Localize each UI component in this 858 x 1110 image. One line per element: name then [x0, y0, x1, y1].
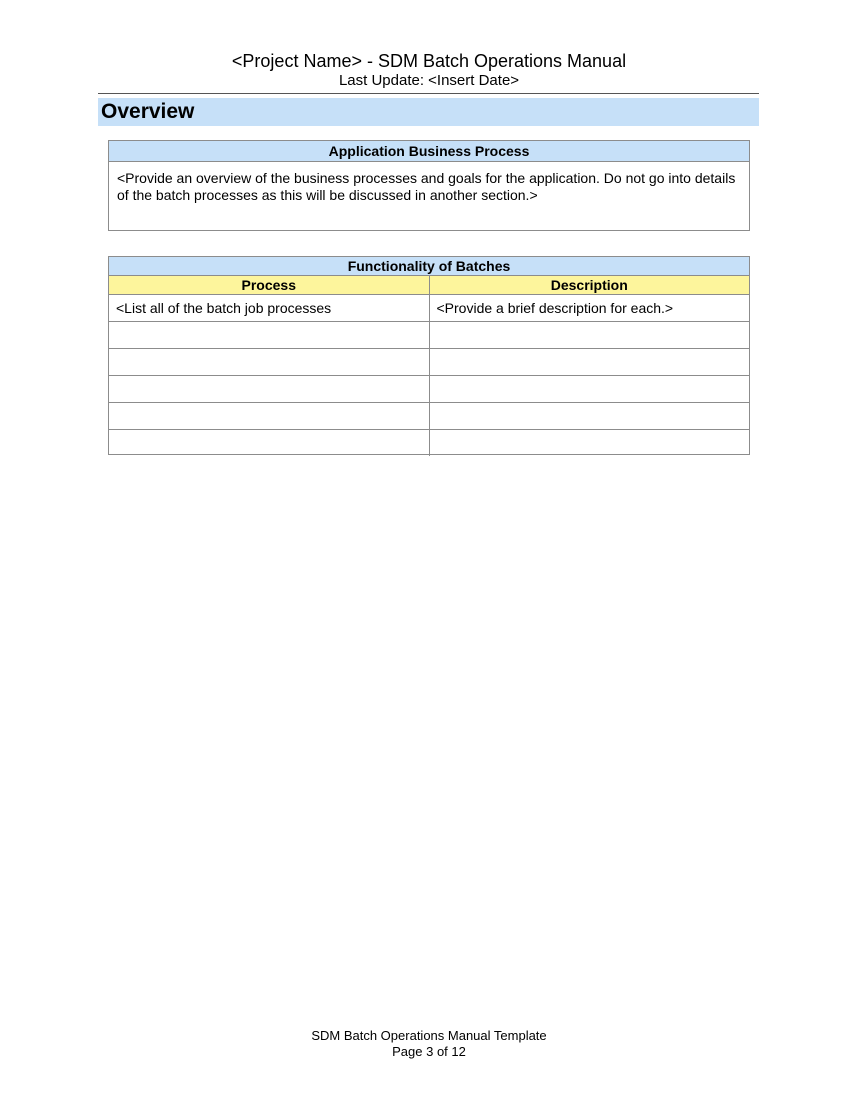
process-cell	[109, 322, 429, 349]
description-cell	[429, 349, 749, 376]
process-cell	[109, 349, 429, 376]
document-title: <Project Name> - SDM Batch Operations Manual	[231, 51, 627, 71]
last-update: Last Update: <Insert Date>	[338, 72, 520, 89]
description-cell	[429, 322, 749, 349]
table-row	[109, 376, 749, 403]
description-cell	[429, 376, 749, 403]
process-cell	[109, 430, 429, 457]
header-rule	[98, 93, 759, 94]
column-header-description: Description	[429, 276, 749, 295]
process-cell: <List all of the batch job processes	[109, 295, 429, 322]
abp-body: <Provide an overview of the business processes and goals for the application. Do not go into details of the batch processes as this will be discussed in another section.>	[117, 170, 736, 203]
description-cell	[429, 403, 749, 430]
process-cell	[109, 376, 429, 403]
table-row	[109, 322, 749, 349]
functionality-of-batches-box	[108, 256, 750, 455]
fob-column-headers	[109, 276, 749, 295]
application-business-process-box	[108, 140, 750, 231]
table-row	[109, 295, 749, 322]
functionality-table	[109, 257, 749, 456]
abp-title: Application Business Process	[109, 141, 749, 162]
fob-title-row	[109, 257, 749, 276]
fob-title: Functionality of Batches	[109, 257, 749, 276]
table-row	[109, 403, 749, 430]
description-cell: <Provide a brief description for each.>	[429, 295, 749, 322]
section-heading-overview: Overview	[98, 98, 759, 126]
process-cell	[109, 403, 429, 430]
table-row	[109, 430, 749, 457]
description-cell	[429, 430, 749, 457]
document-header	[0, 50, 858, 90]
document-footer	[0, 1028, 858, 1060]
page-number: Page 3 of 12	[392, 1044, 466, 1059]
footer-template-name: SDM Batch Operations Manual Template	[311, 1028, 547, 1043]
table-row	[109, 349, 749, 376]
column-header-process: Process	[109, 276, 429, 295]
